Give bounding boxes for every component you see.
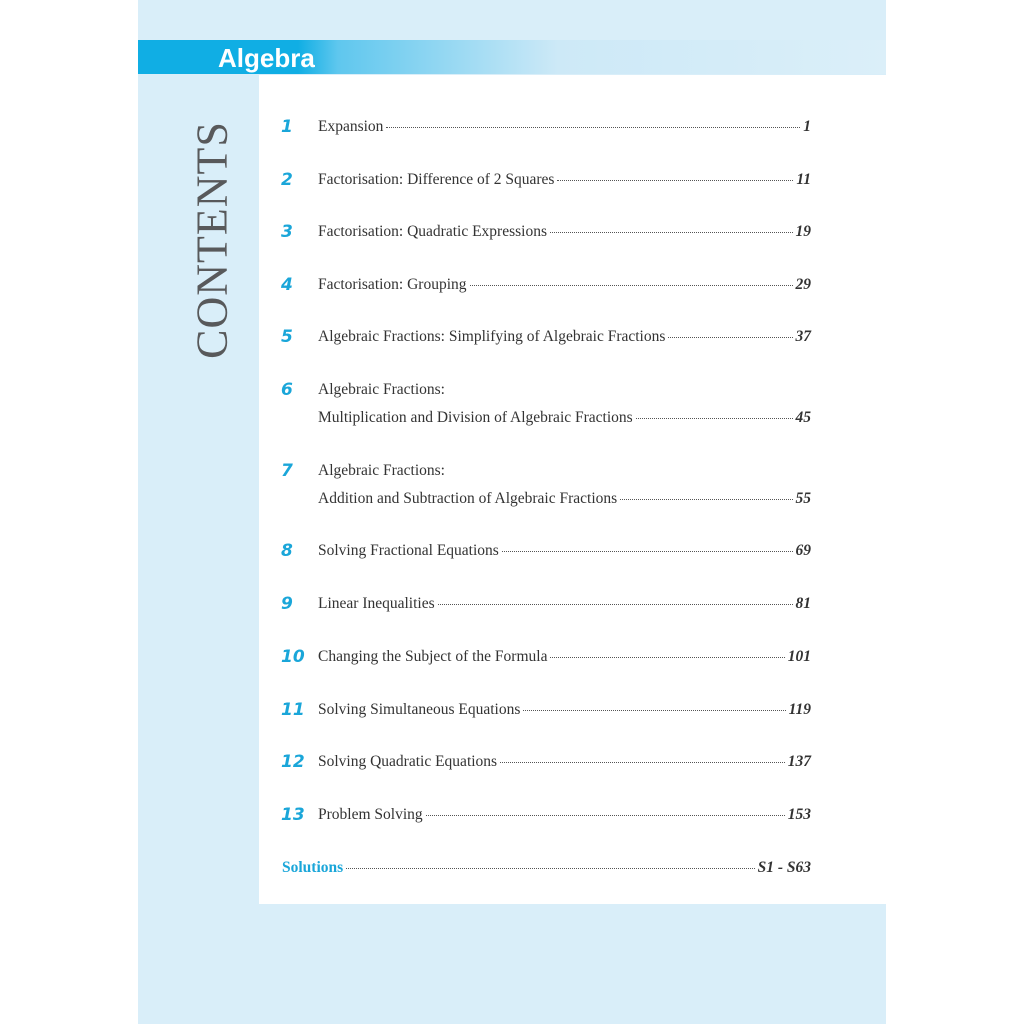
dot-leader [438,604,793,605]
chapter-title: Algebraic Fractions: Simplifying of Algebraic Fractions [318,328,666,345]
toc-line [318,170,811,190]
page-number: 11 [796,171,811,188]
section-title: Algebra [218,43,315,73]
dot-leader [636,418,793,419]
chapter-number: 7 [281,461,293,481]
chapter-title: Factorisation: Quadratic Expressions [318,223,548,240]
chapter-number: 4 [281,275,293,295]
chapter-number: 5 [281,327,293,347]
solutions-page-range: S1 - S63 [757,859,811,876]
dot-leader [502,551,793,552]
page-number: 1 [803,118,811,135]
toc-line [318,222,811,242]
chapter-number: 11 [281,700,305,720]
toc-line [318,327,811,347]
dot-leader [550,657,784,658]
chapter-number: 2 [281,170,293,190]
dot-leader [346,868,754,869]
chapter-number: 1 [281,117,293,137]
dot-leader [668,337,792,338]
page-number: 137 [787,753,811,770]
chapter-number: 12 [281,752,305,772]
chapter-number: 13 [281,805,305,825]
page-number: 119 [788,701,811,718]
chapter-title: Expansion [318,118,384,135]
dot-leader [620,499,792,500]
dot-leader [426,815,785,816]
toc-line [318,647,811,667]
chapter-number: 8 [281,541,293,561]
chapter-number: 9 [281,594,293,614]
page-number: 101 [787,648,811,665]
toc-line [318,275,811,295]
toc-line [318,594,811,614]
page-number: 153 [787,806,811,823]
page-number: 69 [795,542,811,559]
toc-line [318,541,811,561]
chapter-title: Linear Inequalities [318,595,435,612]
page-number: 81 [795,595,811,612]
solutions-title: Solutions [282,859,344,876]
toc-line [318,408,811,428]
toc-line [318,489,811,509]
page-number: 19 [795,223,811,240]
chapter-title: Changing the Subject of the Formula [318,648,548,665]
solutions-line [282,858,811,878]
page-number: 29 [795,276,811,293]
chapter-title-prefix: Algebraic Fractions: [318,381,445,398]
chapter-title: Multiplication and Division of Algebraic Fractions [318,409,633,426]
toc-line [318,805,811,825]
chapter-number: 6 [281,380,293,400]
chapter-number: 3 [281,222,293,242]
chapter-number: 10 [281,647,305,667]
contents-heading: CONTENTS [187,121,237,359]
dot-leader [470,285,793,286]
page-number: 55 [795,490,811,507]
chapter-title: Factorisation: Grouping [318,276,467,293]
dot-leader [557,180,793,181]
chapter-title: Solving Simultaneous Equations [318,701,521,718]
dot-leader [386,127,800,128]
chapter-title: Factorisation: Difference of 2 Squares [318,171,555,188]
dot-leader [550,232,792,233]
page-number: 37 [795,328,811,345]
toc-line [318,117,811,137]
toc-line [318,752,811,772]
page-number: 45 [795,409,811,426]
chapter-title: Addition and Subtraction of Algebraic Fractions [318,490,618,507]
dot-leader [523,710,785,711]
toc-line [318,700,811,720]
chapter-title: Problem Solving [318,806,423,823]
chapter-title: Solving Quadratic Equations [318,753,498,770]
chapter-title-prefix: Algebraic Fractions: [318,462,445,479]
chapter-title: Solving Fractional Equations [318,542,499,559]
dot-leader [500,762,785,763]
